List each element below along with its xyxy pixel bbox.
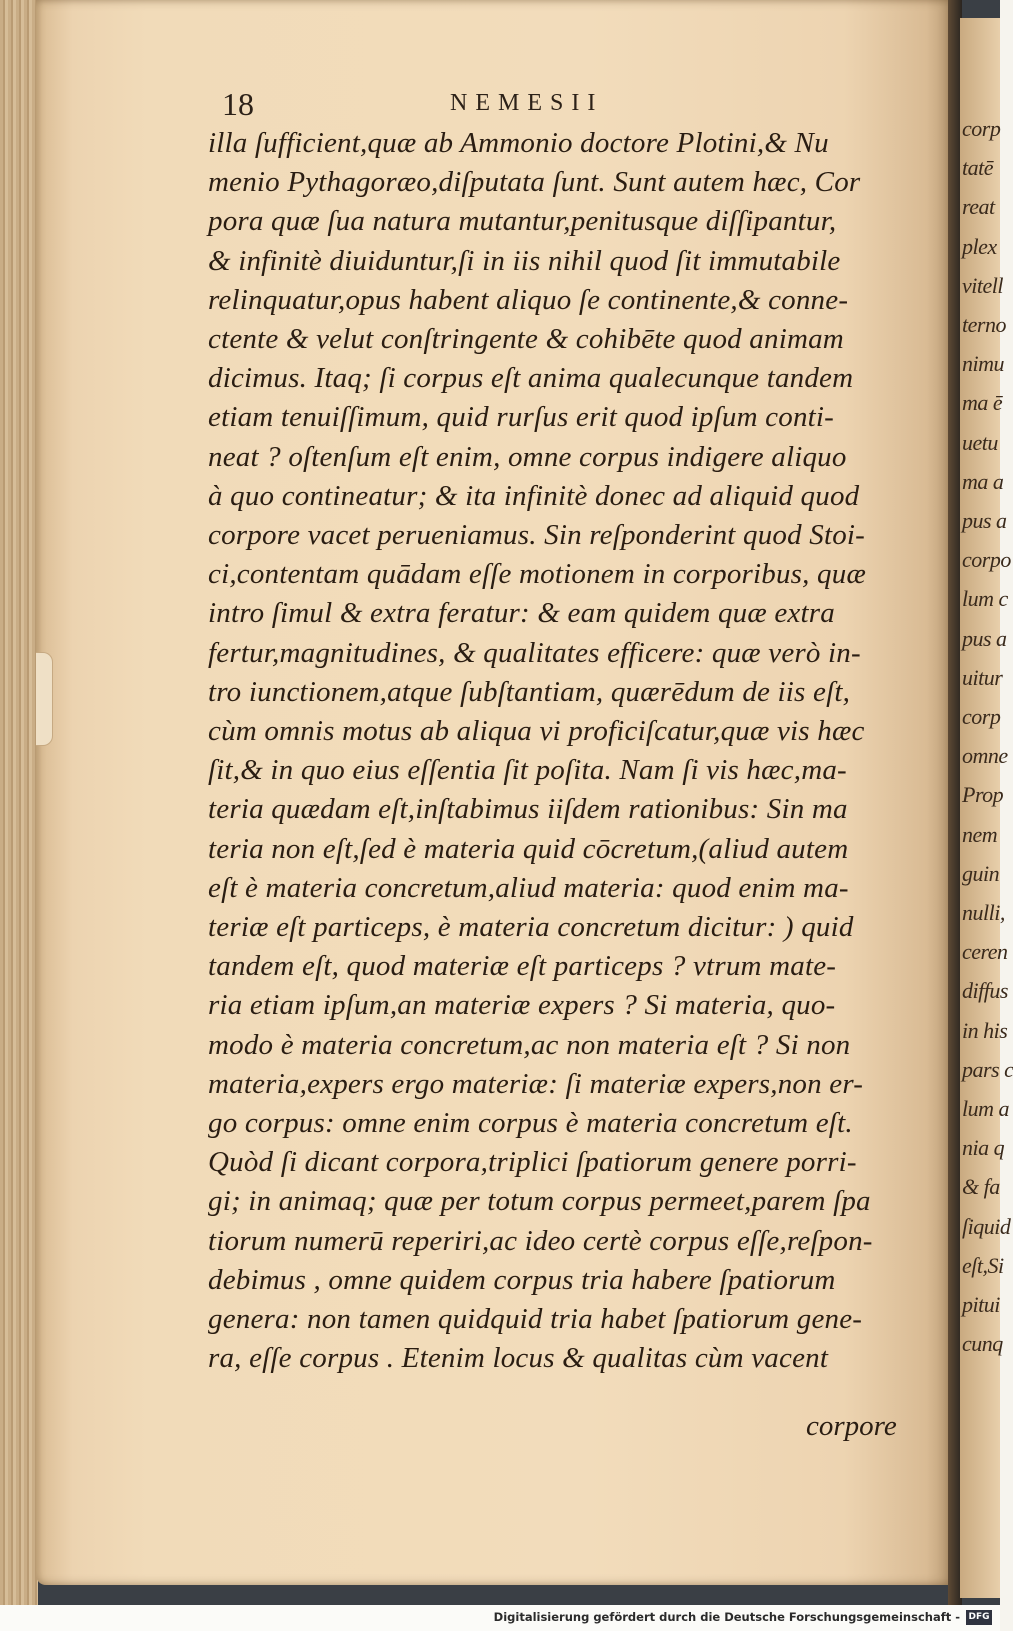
facing-page-fragment: corpo — [962, 547, 1011, 573]
digitization-footer — [0, 1605, 1000, 1631]
text-line: ci,contentam quādam eſſe motionem in corporibus, quæ — [208, 558, 866, 591]
facing-page-fragment: guin — [962, 860, 1000, 886]
facing-page-fragment: corp — [962, 116, 1001, 141]
facing-page-fragment: ma ē — [962, 390, 1003, 416]
facing-page-fragment: diffus — [962, 978, 1008, 1004]
facing-page-fragment: ſiquid — [962, 1213, 1011, 1239]
facing-page-fragment: ceren — [962, 939, 1008, 965]
text-line: eſt è materia concretum,aliud materia: quod enim ma- — [208, 871, 849, 904]
text-line: ctente & velut conſtringente & cohibēte quod animam — [208, 323, 844, 356]
facing-page-fragment: pitui — [962, 1292, 1000, 1317]
facing-page-fragment: terno — [962, 312, 1006, 337]
text-line: gi; in animaq; quæ per totum corpus permeet,parem ſpa — [208, 1185, 871, 1218]
text-line: cùm omnis motus ab aliqua vi proficiſcatur,quæ vis hæc — [208, 715, 865, 748]
facing-page-fragment: pars c — [962, 1056, 1013, 1082]
facing-page-fragment: cunq — [962, 1331, 1003, 1357]
text-line: etiam tenuiſſimum, quid rurſus erit quod ipſum conti- — [208, 401, 835, 434]
text-line: ſit,& in quo eius eſſentia ſit poſita. Nam ſi vis hæc,ma- — [208, 754, 847, 787]
facing-page-fragment: Prop — [962, 782, 1004, 808]
page-number: 18 — [222, 86, 254, 122]
facing-page-fragment: corp — [962, 704, 1001, 729]
book-page-edges — [0, 0, 38, 1605]
text-line: teriæ eſt particeps, è materia concretum dicitur: ) quid — [208, 911, 854, 944]
text-line: genera: non tamen quidquid tria habet ſpatiorum gene- — [208, 1303, 863, 1336]
facing-page-fragment: nimu — [962, 351, 1004, 377]
facing-page-fragment: pus a — [962, 625, 1007, 651]
text-line: menio Pythagoræo,diſputata ſunt. Sunt autem hæc, Cor — [208, 166, 861, 199]
text-line: ria etiam ipſum,an materiæ expers ? Si materia, quo- — [208, 989, 836, 1022]
text-line: pora quæ ſua natura mutantur,penitusque diſſipantur, — [208, 205, 837, 238]
body-text — [208, 124, 898, 1379]
page-header — [222, 86, 882, 126]
text-line: Quòd ſi dicant corpora,triplici ſpatiorum genere porri- — [208, 1146, 857, 1179]
text-line: teria non eſt,ſed è materia quid cōcretum,(aliud autem — [208, 832, 849, 865]
running-head: NEMESII — [450, 90, 604, 116]
facing-page-fragment: tatē — [962, 155, 993, 181]
footer-credit: Digitalisierung gefördert durch die Deutsche Forschungsgemeinschaft - — [493, 1610, 960, 1624]
facing-page-fragment: in his — [962, 1017, 1008, 1043]
page-tab-notch — [36, 652, 53, 746]
text-line: fertur,magnitudines, & qualitates efficere: quæ verò in- — [208, 636, 861, 669]
text-line: materia,expers ergo materiæ: ſi materiæ expers,non er- — [208, 1067, 864, 1100]
facing-page-fragment: ma a — [962, 468, 1004, 494]
text-line: à quo contineatur; & ita infinitè donec ad aliquid quod — [208, 479, 860, 512]
facing-page-fragment: pus a — [962, 508, 1007, 533]
book-page — [36, 0, 954, 1585]
text-line: teria quædam eſt,inſtabimus iiſdem rationibus: Sin ma — [208, 793, 848, 826]
text-line: neat ? oſtenſum eſt enim, omne corpus indigere aliquo — [208, 440, 847, 473]
text-line: illa ſufficient,quæ ab Ammonio doctore Plotini,& Nu — [208, 127, 829, 159]
facing-page-fragment: eſt,Si — [962, 1252, 1004, 1278]
text-line: corpore vacet perueniamus. Sin reſponderint quod Stoi- — [208, 519, 866, 552]
text-line: debimus , omne quidem corpus tria habere ſpatiorum — [208, 1263, 836, 1296]
text-line: & infinitè diuiduntur,ſi in iis nihil quod ſit immutabile — [208, 244, 841, 277]
facing-page-fragment: plex — [962, 233, 997, 259]
text-line: go corpus: omne enim corpus è materia concretum eſt. — [208, 1107, 853, 1140]
facing-page-fragment: uetu — [962, 429, 998, 455]
text-line: tiorum numerū reperiri,ac ideo certè corpus eſſe,reſpon- — [208, 1224, 873, 1257]
facing-page-fragment: & fa — [962, 1174, 1000, 1200]
facing-page-fragment: omne — [962, 743, 1008, 769]
text-line: modo è materia concretum,ac non materia eſt ? Si non — [208, 1028, 851, 1061]
facing-page-edge — [960, 18, 1013, 1598]
catchword: corpore — [806, 1410, 897, 1442]
text-line: tandem eſt, quod materiæ eſt particeps ? vtrum mate- — [208, 950, 837, 983]
facing-page-fragment: vitell — [962, 272, 1003, 298]
facing-page-fragment: nulli, — [962, 900, 1005, 925]
facing-page-fragment: uitur — [962, 664, 1003, 690]
text-line: dicimus. Itaq; ſi corpus eſt anima qualecunque tandem — [208, 362, 854, 395]
facing-page-fragment: reat — [962, 194, 995, 220]
facing-page-fragment: lum c — [962, 586, 1008, 612]
text-line: intro ſimul & extra feratur: & eam quidem quæ extra — [208, 597, 835, 630]
dfg-logo: DFG — [966, 1610, 992, 1625]
text-line: tro iunctionem,atque ſubſtantiam, quærēdum de iis eſt, — [208, 675, 851, 708]
text-line: ra, eſſe corpus . Etenim locus & qualitas cùm vacent — [208, 1342, 829, 1375]
facing-page-fragment: nia q — [962, 1135, 1005, 1161]
facing-page-fragment: nem — [962, 821, 998, 847]
facing-page-fragment: lum a — [962, 1096, 1009, 1121]
text-line: relinquatur,opus habent aliquo ſe continente,& conne- — [208, 283, 849, 316]
